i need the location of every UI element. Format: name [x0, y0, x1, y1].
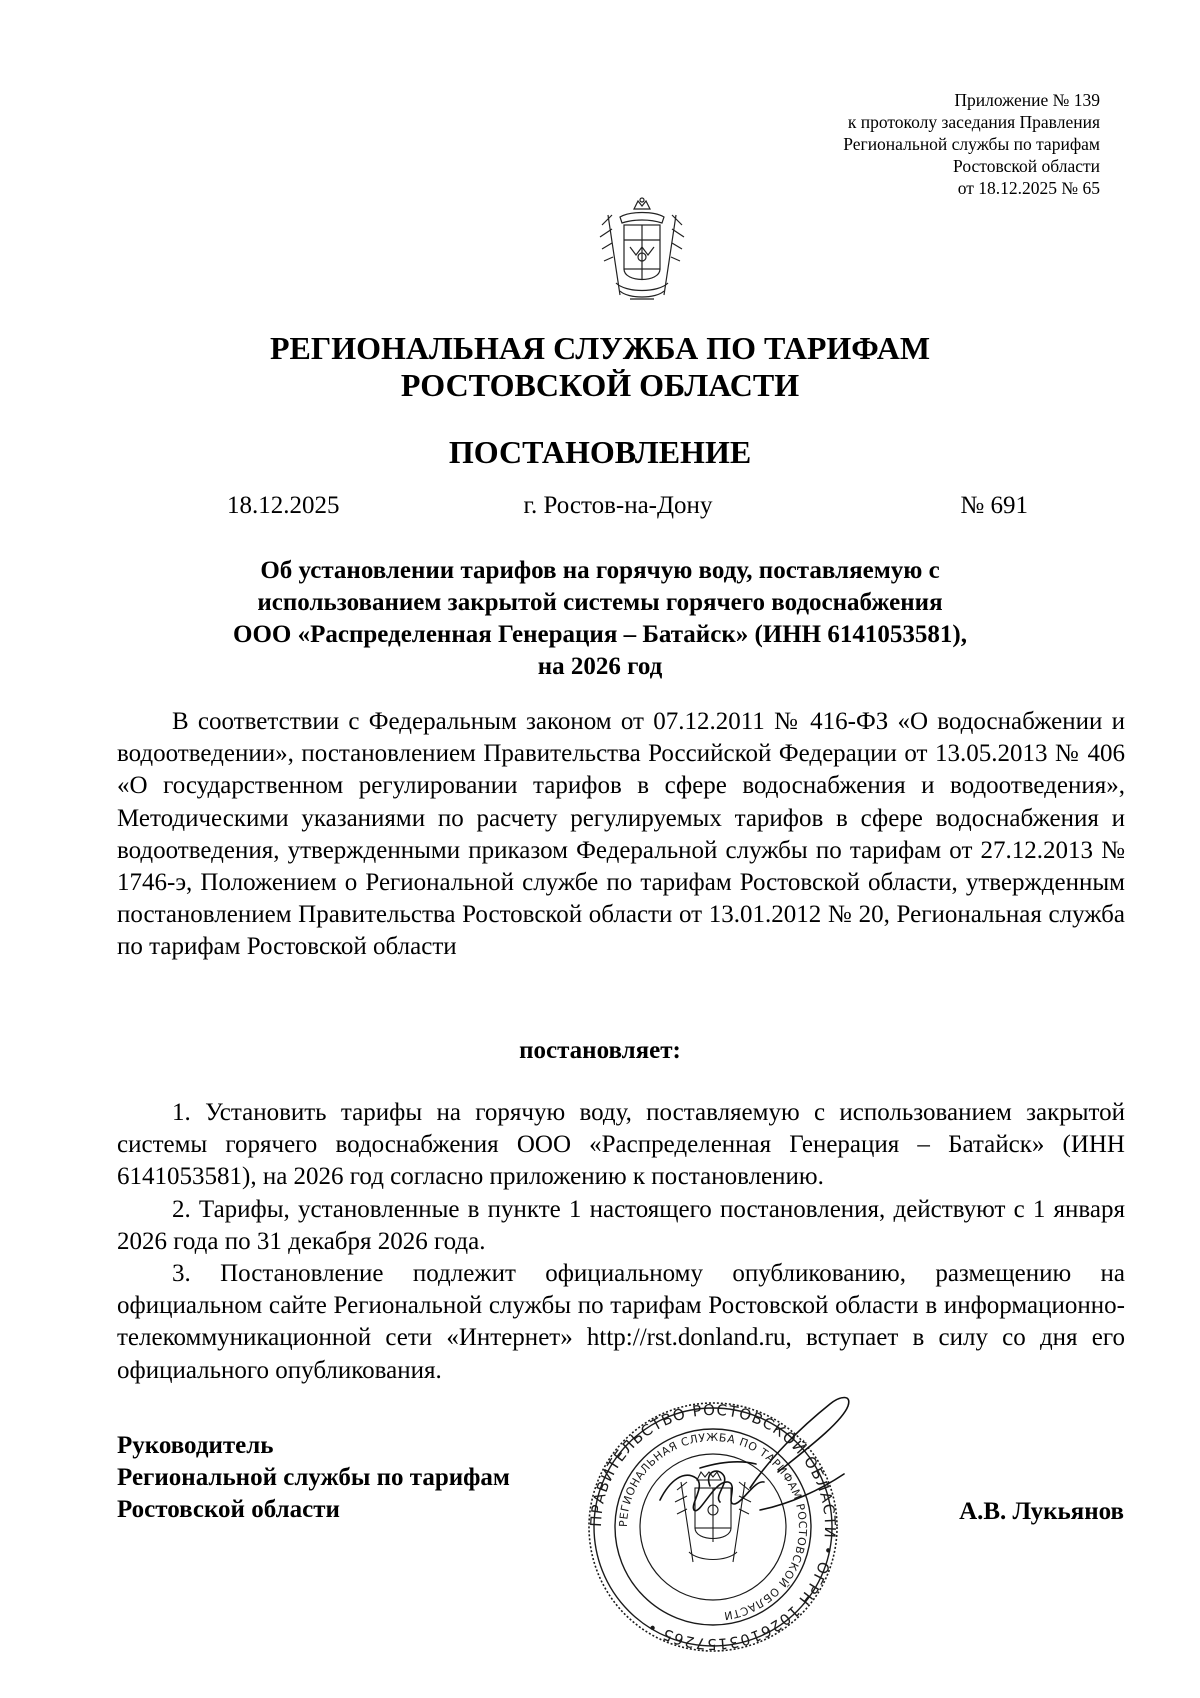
organization-line: РОСТОВСКОЙ ОБЛАСТИ — [400, 367, 800, 403]
handwritten-signature-icon — [640, 1390, 870, 1540]
position-line: Ростовской области — [117, 1496, 340, 1523]
organization-title — [120, 330, 1080, 404]
resolution-item: 3. Постановление подлежит официальному опубликованию, размещению на официальном сайте Региональной службы по тарифам Ростовской области в информационно-телекоммуникационной сети «Интернет» http://rst.donland.ru, вступает в силу со дня его официального опубликования. — [117, 1260, 1125, 1384]
document-city: г. Ростов-на-Дону — [523, 492, 713, 519]
appendix-line: Ростовской области — [953, 156, 1100, 176]
resolution-items — [117, 1097, 1125, 1387]
subject-line: Об установлении тарифов на горячую воду, поставляемую с — [260, 557, 940, 584]
seal-outer-text: ПРАВИТЕЛЬСТВО РОСТОВСКОЙ ОБЛАСТИ • ОГРН 1026103157265 • — [586, 1402, 840, 1652]
organization-line: РЕГИОНАЛЬНАЯ СЛУЖБА ПО ТАРИФАМ — [269, 330, 931, 366]
seal-inner-text: РЕГИОНАЛЬНАЯ СЛУЖБА ПО ТАРИФАМ РОСТОВСКОЙ ОБЛАСТИ — [616, 1430, 810, 1623]
position-line: Региональной службы по тарифам — [117, 1464, 510, 1491]
document-number: № 691 — [960, 492, 1028, 519]
resolution-item: 1. Установить тарифы на горячую воду, поставляемую с использованием закрытой системы горячего водоснабжения ООО «Распределенная Генерация – Батайск» (ИНН 6141053581), на 2026 год согласно приложению к постановлению. — [117, 1099, 1125, 1191]
signatory-position — [117, 1430, 510, 1526]
basis-paragraph: В соответствии с Федеральным законом от 07.12.2011 № 416-ФЗ «О водоснабжении и водоотведении», постановлением Правительства Российской Федерации от 13.05.2013 № 406 «О государственном регулировании тарифов в сфере водоснабжения и водоотведения», Методическими указаниями по расчету регулируемых тарифов в сфере водоснабжения и водоотведения, утвержденными приказом Федеральной службы по тарифам от 27.12.2013 № 1746-э, Положением о Региональной службе по тарифам Ростовской области, утвержденным постановлением Правительства Ростовской области от 13.01.2012 № 20, Региональная служба по тарифам Ростовской области — [117, 708, 1125, 961]
subject-line: использованием закрытой системы горячего водоснабжения — [257, 589, 943, 616]
resolution-item: 2. Тарифы, установленные в пункте 1 настоящего постановления, действуют с 1 января 2026 года по 31 декабря 2026 года. — [117, 1195, 1125, 1255]
appendix-line: Приложение № 139 — [954, 90, 1100, 110]
subject-line: ООО «Распределенная Генерация – Батайск» (ИНН 6141053581), — [233, 621, 967, 648]
legal-basis — [117, 706, 1125, 964]
appendix-reference — [770, 89, 1100, 199]
signer-name: А.В. Лукьянов — [959, 1498, 1124, 1525]
coat-of-arms-icon — [590, 195, 694, 307]
position-line: Руководитель — [117, 1432, 274, 1459]
document-date: 18.12.2025 — [227, 492, 340, 519]
document-subject — [150, 555, 1050, 683]
document-type: ПОСТАНОВЛЕНИЕ — [448, 434, 752, 470]
appendix-line: от 18.12.2025 № 65 — [957, 178, 1100, 198]
appendix-line: Региональной службы по тарифам — [843, 134, 1100, 154]
subject-line: на 2026 год — [537, 653, 663, 680]
appendix-line: к протоколу заседания Правления — [847, 112, 1100, 132]
resolves-heading: постановляет: — [519, 1037, 681, 1064]
date-place-number-line — [0, 490, 1200, 522]
